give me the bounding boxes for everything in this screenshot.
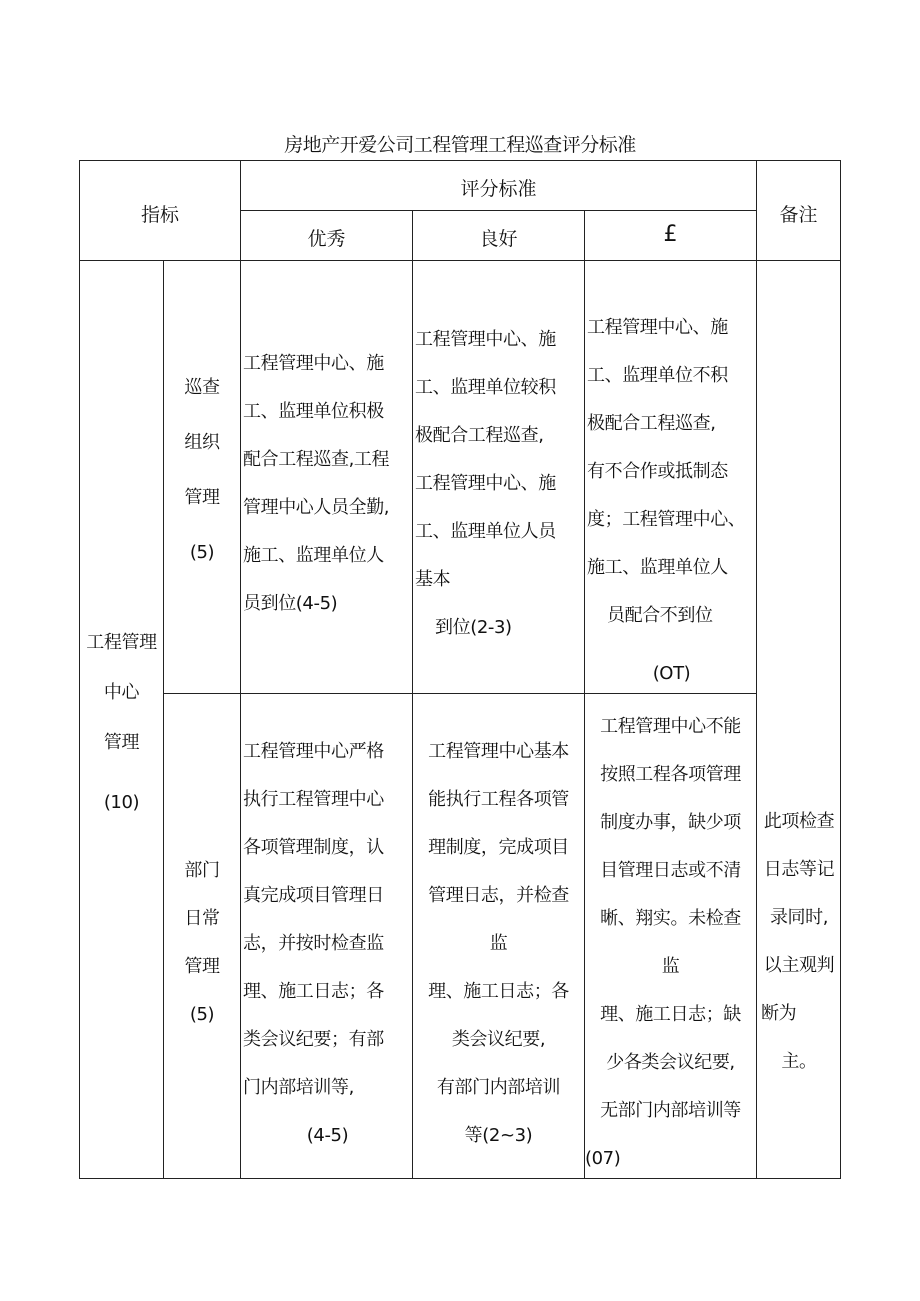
header-indicator: 指标	[140, 204, 179, 226]
criteria-line: 制度办事，缺少项	[600, 812, 741, 833]
header-criteria: 评分标准	[460, 178, 537, 200]
criteria-line: 极配合工程巡查,	[415, 425, 544, 446]
criteria-line: 能执行工程各项管	[428, 789, 569, 810]
criteria-line: 工程管理中心、施	[243, 353, 384, 374]
criteria-line: 理、施工日志；缺	[600, 1004, 741, 1025]
criteria-line: 施工、监理单位人	[243, 545, 384, 566]
criteria-line: 理、施工日志；各	[428, 981, 569, 1002]
criteria-line: 门内部培训等,	[243, 1077, 354, 1098]
criteria-line: 类会议纪要；有部	[243, 1029, 384, 1050]
criteria-line: 工程管理中心基本	[428, 741, 569, 762]
item-line: 管理	[184, 487, 220, 508]
criteria-line: 工程管理中心、施	[415, 329, 556, 350]
row2-poor-cell	[585, 703, 756, 1183]
criteria-line: 管理中心人员全勤,	[243, 497, 390, 518]
criteria-line: 度；工程管理中心、	[587, 509, 746, 530]
document-title: 房地产开爱公司工程管理工程巡查评分标准	[284, 134, 636, 156]
row2-excellent-cell	[241, 728, 412, 1160]
criteria-line: 无部门内部培训等	[600, 1100, 741, 1121]
criteria-line: 管理日志，并检查	[428, 885, 569, 906]
criteria-line: 理、施工日志；各	[243, 981, 384, 1002]
criteria-line: 工、监理单位积极	[243, 401, 384, 422]
criteria-line: 监	[489, 933, 508, 954]
remark-line: 此项检查	[763, 811, 835, 832]
row2-item-cell	[164, 846, 240, 1040]
table-border-top	[79, 160, 841, 161]
remark-line: 主。	[781, 1051, 817, 1072]
criteria-line: 有部门内部培训	[436, 1077, 561, 1098]
item-line: (5)	[189, 542, 215, 563]
criteria-line: 按照工程各项管理	[600, 764, 741, 785]
criteria-line: (OT)	[652, 663, 691, 684]
header-subdivider	[240, 210, 756, 211]
category-line: 工程管理	[86, 632, 157, 653]
remark-line: 以主观判	[763, 955, 835, 976]
item-line: 组织	[184, 432, 220, 453]
row1-good-cell	[413, 316, 584, 652]
criteria-line: 工程管理中心、施	[415, 473, 556, 494]
criteria-line: 各项管理制度，认	[243, 837, 384, 858]
header-bottom-line	[79, 260, 841, 261]
header-poor: £	[663, 222, 678, 247]
criteria-line: 工、监理单位不积	[587, 365, 728, 386]
remark-line: 断为	[761, 1003, 797, 1024]
criteria-line: 极配合工程巡查,	[587, 413, 716, 434]
criteria-line: 少各类会议纪要,	[606, 1052, 735, 1073]
item-line: 管理	[184, 956, 220, 977]
row1-item-cell	[164, 360, 240, 580]
criteria-line: 配合工程巡查,工程	[243, 449, 390, 470]
header-good: 良好	[479, 228, 518, 250]
remark-line: 录同时,	[769, 907, 829, 928]
criteria-line: 工程管理中心、施	[587, 317, 728, 338]
criteria-line: 员到位(4-5)	[243, 593, 338, 614]
criteria-line: 目管理日志或不清	[600, 860, 741, 881]
row2-good-cell	[413, 728, 584, 1160]
criteria-line: 工、监理单位人员	[415, 521, 556, 542]
criteria-line: 工程管理中心严格	[243, 741, 384, 762]
criteria-line: 真完成项目管理日	[243, 885, 384, 906]
category-cell	[80, 618, 163, 828]
criteria-line: (07)	[585, 1148, 621, 1169]
header-excellent: 优秀	[307, 228, 346, 250]
criteria-line: 理制度，完成项目	[428, 837, 569, 858]
criteria-line: 工、监理单位较积	[415, 377, 556, 398]
criteria-line: 工程管理中心不能	[600, 716, 741, 737]
row1-poor-cell	[585, 304, 756, 698]
category-line: 中心	[103, 682, 140, 703]
category-line: 管理	[103, 732, 140, 753]
criteria-line: 执行工程管理中心	[243, 789, 384, 810]
remark-line: 日志等记	[763, 859, 835, 880]
criteria-line: 类会议纪要,	[451, 1029, 546, 1050]
criteria-line: 有不合作或抵制态	[587, 461, 728, 482]
criteria-line: 志，并按时检查监	[243, 933, 384, 954]
item-line: 日常	[184, 908, 220, 929]
criteria-line: 监	[661, 956, 680, 977]
criteria-line: 基本	[415, 569, 451, 590]
criteria-line: (4-5)	[306, 1125, 349, 1146]
header-remarks: 备注	[779, 204, 818, 226]
criteria-line: 晰、翔实。未检查	[600, 908, 741, 929]
criteria-line: 到位(2-3)	[435, 617, 512, 638]
item-line: 巡查	[184, 377, 220, 398]
category-line: (10)	[103, 792, 140, 813]
criteria-line: 员配合不到位	[607, 605, 713, 626]
criteria-line: 等(2~3)	[464, 1125, 533, 1146]
item-line: 部门	[184, 860, 220, 881]
criteria-line: 施工、监理单位人	[587, 557, 728, 578]
row2-remarks-cell	[757, 798, 841, 1086]
item-line: (5)	[189, 1004, 215, 1025]
row1-excellent-cell	[241, 340, 412, 628]
